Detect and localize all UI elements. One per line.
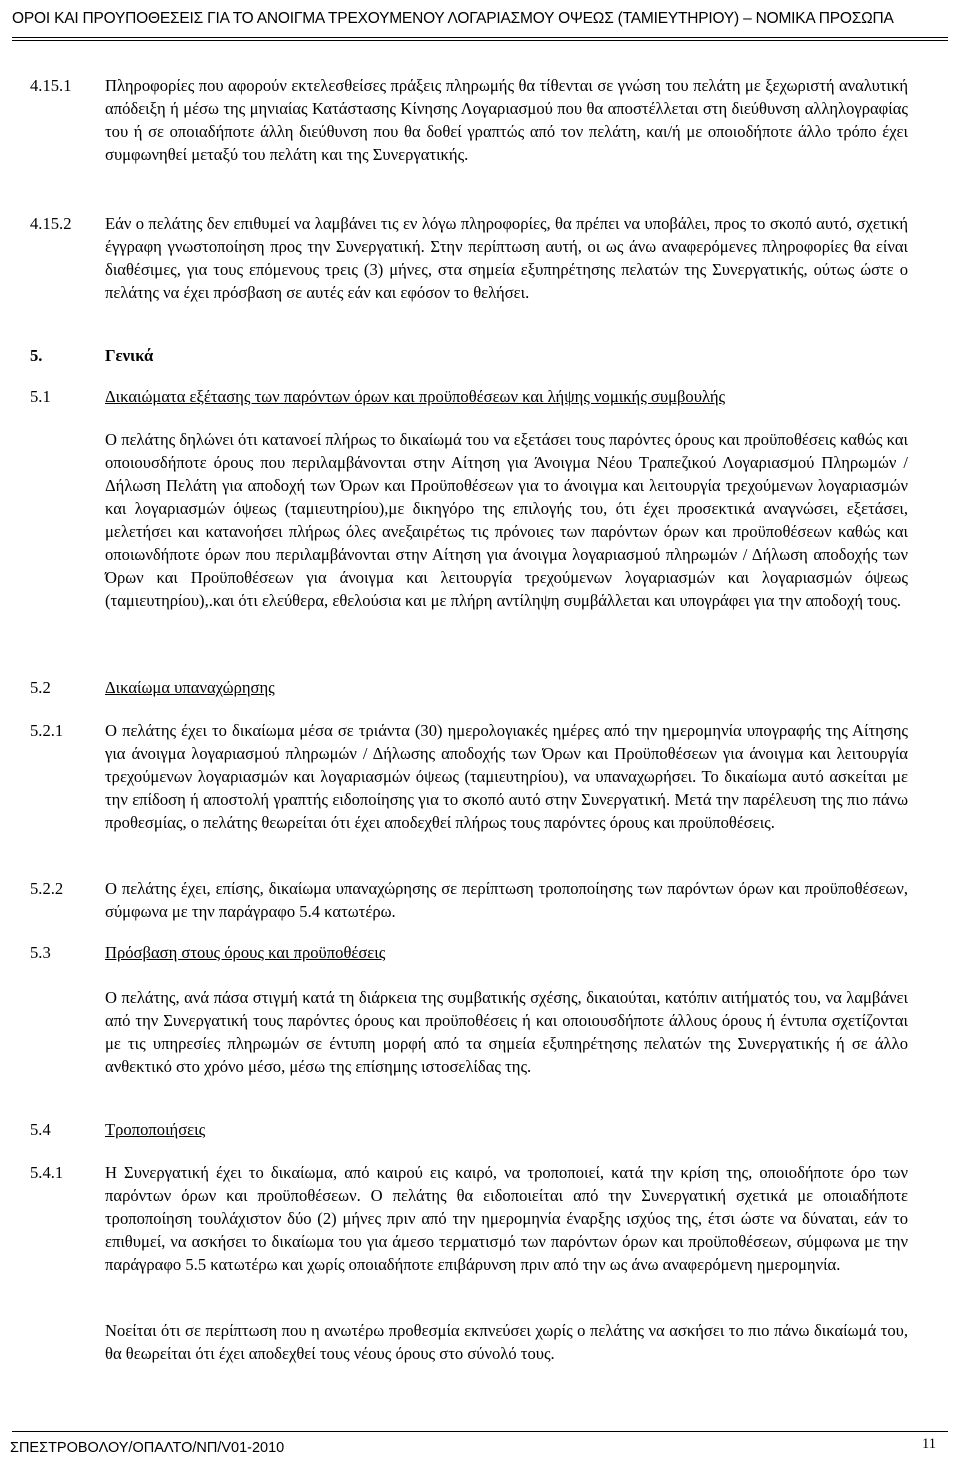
section-text: Ο πελάτης δηλώνει ότι κατανοεί πλήρως το δικαίωμά του να εξετάσει τους παρόντες όρους και προϋποθέσεις καθώς και οποιουσδήποτε όρους που περιλαμβάνονται στην Αίτηση για Άνοιγμα Νέου Τραπεζικού Λογαριασμού Πληρωμών / Δήλωση Πελάτη για αποδοχή των Όρων και Προϋποθέσεων για το άνοιγμα και λειτουργία τρεχούμενων λογαριασμών και λογαριασμών όψεως (ταμιευτηρίου),με δικηγόρο της επιλογής του, ότι έχει προσεκτικά αναγνώσει, εξετάσει, μελετήσει και κατανοήσει πλήρως όλες ανεξαιρέτως τις πρόνοιες των παρόντων όρων και προϋποθέσεων καθώς και οποιωνδήποτε όρων που περιλαμβάνονται στην Αίτηση για άνοιγμα λογαριασμού πληρωμών / Δήλωση αποδοχής των Όρων και Προϋποθέσεων για άνοιγμα και λειτουργία τρεχούμενων λογαριασμών και λογαριασμών όψεως (ταμιευτηρίου),.και ότι ελεύθερα, εθελούσια και με πλήρη αντίληψη συμβάλλεται και υπογράφει για την αποδοχή τους. <box>105 430 908 610</box>
clause-text-continued: Νοείται ότι σε περίπτωση που η ανωτέρω προθεσμία εκπνεύσει χωρίς ο πελάτης να ασκήσει το πιο πάνω δικαίωμά του, θα θεωρείται ότι έχει αποδεχθεί τους νέους όρους στο σύνολό τους. <box>105 1321 908 1363</box>
section-title: Δικαιώματα εξέτασης των παρόντων όρων και προϋποθέσεων και λήψης νομικής συμβουλής <box>105 387 726 406</box>
clause-text: Η Συνεργατική έχει το δικαίωμα, από καιρού εις καιρό, να τροποποιεί, κατά την κρίση της, οποιοδήποτε όρο των παρόντων όρων και προϋποθέσεων. Ο πελάτης θα ειδοποιείται από την Συνεργατική σχετικά με οποιαδήποτε τροποποίηση τουλάχιστον δύο (2) μήνες πριν από την ημερομηνία έναρξης ισχύος της, έτσι ώστε να δύναται, εάν το επιθυμεί, να ασκήσει το δικαίωμα του για άμεσο τερματισμό των παρόντων όρων και προϋποθέσεων, σύμφωνα με την παράγραφο 5.5 κατωτέρω και χωρίς οποιαδήποτε επιβάρυνση πριν από την ως άνω αναφερόμενη ημερομηνία. <box>105 1163 908 1274</box>
header-rule-top <box>12 37 948 38</box>
section-number: 5.3 <box>30 943 51 962</box>
clause-text: Εάν ο πελάτης δεν επιθυμεί να λαμβάνει τις εν λόγω πληροφορίες, θα πρέπει να υποβάλει, προς το σκοπό αυτό, σχετική έγγραφη γνωστοποίηση προς την Συνεργατική. Στην περίπτωση αυτή, οι ως άνω αναφερόμενες πληροφορίες θα είναι διαθέσιμες, για τους επόμενους τρεις (3) μήνες, στα σημεία εξυπηρέτησης πελατών της Συνεργατικής, ούτως ώστε ο πελάτης να έχει πρόσβαση σε αυτές εάν και εφόσον το θελήσει. <box>105 214 908 302</box>
header-rule-bottom <box>12 40 948 41</box>
section-title: Δικαίωμα υπαναχώρησης <box>105 678 275 697</box>
page-number: 11 <box>922 1436 936 1452</box>
clause-number: 5.2.1 <box>30 721 64 740</box>
clause-number: 5.2.2 <box>30 879 64 898</box>
page-header: ΟΡΟΙ ΚΑΙ ΠΡΟΥΠΟΘΕΣΕΙΣ ΓΙΑ ΤΟ ΑΝΟΙΓΜΑ ΤΡΕΧΟΥΜΕΝΟΥ ΛΟΓΑΡΙΑΣΜΟΥ ΟΨΕΩΣ (ΤΑΜΙΕΥΤΗΡΙΟΥ) – ΝΟΜΙΚΑ ΠΡΟΣΩΠΑ <box>12 10 894 27</box>
section-number: 5.1 <box>30 387 51 406</box>
clause-number: 5.4.1 <box>30 1163 64 1182</box>
clause-text: Πληροφορίες που αφορούν εκτελεσθείσες πράξεις πληρωμής θα τίθενται σε γνώση του πελάτη με ξεχωριστή αναλυτική απόδειξη ή μέσω της μηνιαίας Κατάστασης Κίνησης Λογαριασμού που θα αποστέλλεται στη διεύθυνση αλληλογραφίας του ή σε οποιαδήποτε άλλη διεύθυνση που θα δοθεί γραπτώς από τον πελάτη, και/ή με οποιοδήποτε άλλο τρόπο έχει συμφωνηθεί μεταξύ του πελάτη και της Συνεργατικής. <box>105 76 908 164</box>
section-title: Πρόσβαση στους όρους και προϋποθέσεις <box>105 943 386 962</box>
document-code: ΣΠΕΣΤΡΟΒΟΛΟΥ/ΟΠΑΛΤΟ/ΝΠ/V01-2010 <box>10 1440 285 1456</box>
clause-text: Ο πελάτης έχει, επίσης, δικαίωμα υπαναχώρησης σε περίπτωση τροποποίησης των παρόντων όρων και προϋποθέσεων, σύμφωνα με την παράγραφο 5.4 κατωτέρω. <box>105 879 908 921</box>
section-text: Ο πελάτης, ανά πάσα στιγμή κατά τη διάρκεια της συμβατικής σχέσης, δικαιούται, κατόπιν αιτήματός του, να λαμβάνει από την Συνεργατική τους παρόντες όρους και προϋποθέσεις ή και οποιουσδήποτε άλλους όρους ή έντυπα σχετίζονται με τις υπηρεσίες πληρωμών σε έντυπη μορφή από τα σημεία εξυπηρέτησης πελατών της Συνεργατικής ή σε άλλο ανθεκτικό στο χρόνο μέσο, μέσω της επίσημης ιστοσελίδας της. <box>105 988 908 1076</box>
clause-text: Ο πελάτης έχει το δικαίωμα μέσα σε τριάντα (30) ημερολογιακές ημέρες από την ημερομηνία υπογραφής της Αίτησης για άνοιγμα λογαριασμού πληρωμών / Δήλωσης αποδοχής των Όρων και Προϋποθέσεων για άνοιγμα και λειτουργία τρεχούμενων λογαριασμών και λογαριασμών όψεως (ταμιευτηρίου), να υπαναχωρήσει. Το δικαίωμα αυτό ασκείται με την επίδοση ή αποστολή γραπτής ειδοποίησης για το σκοπό αυτό στην Συνεργατική. Μετά την παρέλευση της πιο πάνω προθεσμίας, ο πελάτης θεωρείται ότι έχει αποδεχθεί πλήρως τους παρόντες όρους και προϋποθέσεις. <box>105 721 908 832</box>
clause-number: 4.15.1 <box>30 76 72 95</box>
section-title: Τροποποιήσεις <box>105 1120 206 1139</box>
section-number: 5.2 <box>30 678 51 697</box>
section-number: 5. <box>30 346 43 365</box>
section-title: Γενικά <box>105 346 154 365</box>
section-number: 5.4 <box>30 1120 51 1139</box>
clause-number: 4.15.2 <box>30 214 72 233</box>
footer-rule <box>12 1431 948 1432</box>
